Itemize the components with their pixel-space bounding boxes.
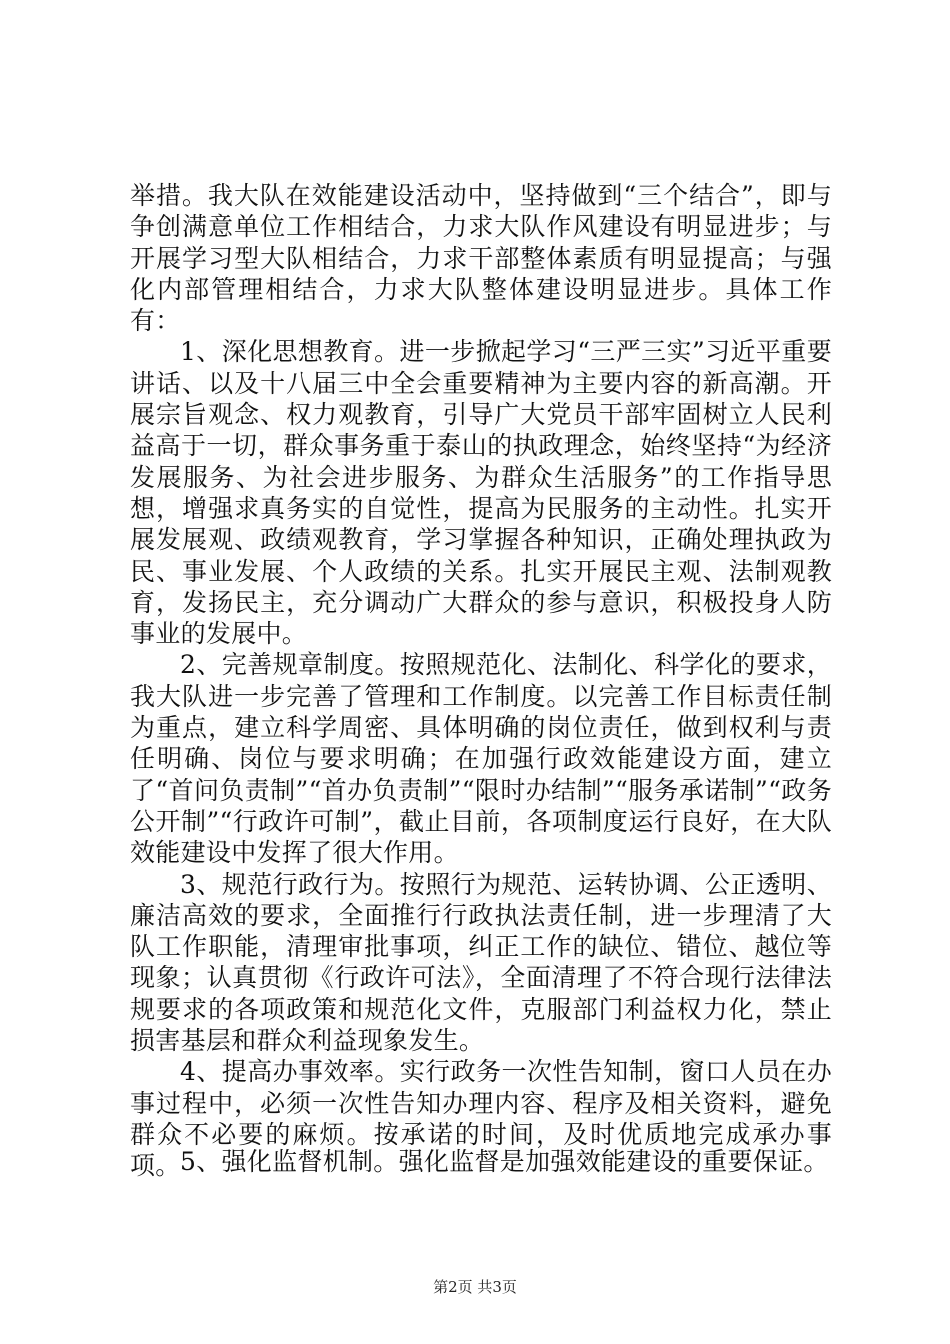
paragraph-item-3: 3、规范行政行为。按照行为规范、运转协调、公正透明、廉洁高效的要求，全面推行行政执法责任制，进一步理清了大队工作职能，清理审批事项，纠正工作的缺位、错位、越位等现象；认真贯彻《行政许可法》，全面清理了不符合现行法律法规要求的各项政策和规范化文件，克服部门利益权力化，禁止损害基层和群众利益现象发生。	[130, 869, 832, 1056]
paragraph-item-2: 2、完善规章制度。按照规范化、法制化、科学化的要求，我大队进一步完善了管理和工作制度。以完善工作目标责任制为重点，建立科学周密、具体明确的岗位责任，做到权利与责任明确、岗位与要求明确；在加强行政效能建设方面，建立了“首问负责制”“首办负责制”“限时办结制”“服务承诺制”“政务公开制”“行政许可制”，截止目前，各项制度运行良好，在大队效能建设中发挥了很大作用。	[130, 650, 832, 868]
body-text	[130, 180, 832, 1182]
paragraph-item-5: 5、强化监督机制。强化监督是加强效能建设的重要保证。	[180, 1147, 829, 1176]
paragraph-item-4: 4、提高办事效率。实行政务一次性告知制，窗口人员在办事过程中，必须一次性告知办理内容、程序及相关资料，避免群众不必要的麻烦。按承诺的时间，及时优质地完成承办事项。	[130, 1057, 832, 1181]
paragraph-item-1: 1、深化思想教育。进一步掀起学习“三严三实”习近平重要讲话、以及十八届三中全会重要精神为主要内容的新高潮。开展宗旨观念、权力观教育，引导广大党员干部牢固树立人民利益高于一切，群众事务重于泰山的执政理念，始终坚持“为经济发展服务、为社会进步服务、为群众生活服务”的工作指导思想，增强求真务实的自觉性，提高为民服务的主动性。扎实开展发展观、政绩观教育，学习掌握各种知识，正确处理执政为民、事业发展、个人政绩的关系。扎实开展民主观、法制观教育，发扬民主，充分调动广大群众的参与意识，积极投身人防事业的发展中。	[130, 337, 832, 649]
page-footer: 第2页 共3页	[433, 1278, 517, 1296]
paragraph-intro: 举措。我大队在效能建设活动中，坚持做到“三个结合”，即与争创满意单位工作相结合，力求大队作风建设有明显进步；与开展学习型大队相结合，力求干部整体素质有明显提高；与强化内部管理相结合，力求大队整体建设明显进步。具体工作有：	[130, 181, 832, 336]
